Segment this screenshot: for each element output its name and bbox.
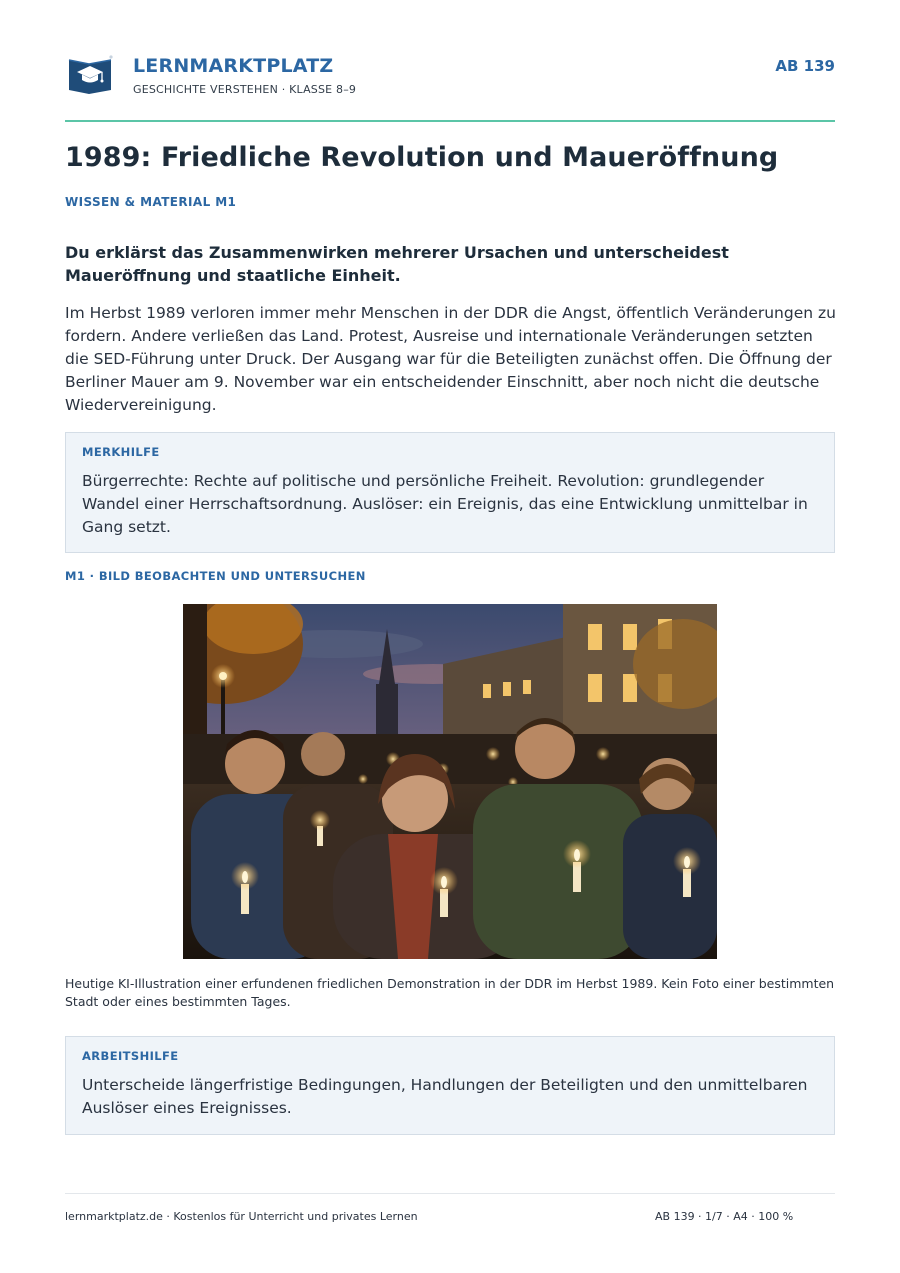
- graduation-cap-book-icon: [67, 54, 113, 94]
- footer-divider: [65, 1193, 835, 1194]
- page-title: 1989: Friedliche Revolution und Maueröffnung: [65, 142, 779, 173]
- sheet-number: AB 139: [775, 57, 835, 75]
- demonstration-illustration: [183, 604, 717, 959]
- image-caption: Heutige KI-Illustration einer erfundenen friedlichen Demonstration in der DDR im Herbst 1989. Kein Foto einer bestimmten Stadt oder eines bestimmten Tages.: [65, 976, 835, 1009]
- section-kicker: WISSEN & MATERIAL M1: [65, 195, 237, 209]
- arbeitshilfe-box: [65, 1036, 835, 1135]
- arbeitshilfe-title: ARBEITSHILFE: [82, 1049, 179, 1063]
- brand-subtitle: GESCHICHTE VERSTEHEN · KLASSE 8–9: [133, 83, 357, 96]
- merkhilfe-box: [65, 432, 835, 553]
- brand-name: LERNMARKTPLATZ: [133, 55, 334, 77]
- arbeitshilfe-text: Unterscheide längerfristige Bedingungen, Handlungen der Beteiligten und den unmittelbaren Auslöser eines Ereignisses.: [82, 1076, 808, 1117]
- page-header: [65, 50, 835, 100]
- merkhilfe-text: Bürgerrechte: Rechte auf politische und persönliche Freiheit. Revolution: grundlegender Wandel einer Herrschaftsordnung. Auslöser: ein Ereignis, das eine Entwicklung unmittelbar in Gang setzt.: [82, 472, 808, 536]
- material-label: M1 · BILD BEOBACHTEN UND UNTERSUCHEN: [65, 569, 366, 583]
- intro-paragraph: Im Herbst 1989 verloren immer mehr Menschen in der DDR die Angst, öffentlich Veränderungen zu fordern. Andere verließen das Land. Protest, Ausreise und internationale Veränderungen setzten die SED-Führung unter Druck. Der Ausgang war für die Beteiligten zunächst offen. Die Öffnung der Berliner Mauer am 9. November war ein entscheidender Einschnitt, aber noch nicht die deutsche Wiedervereinigung.: [65, 304, 836, 414]
- header-divider: [65, 120, 835, 122]
- learning-goal: Du erklärst das Zusammenwirken mehrerer Ursachen und unterscheidest Maueröffnung und staatliche Einheit.: [65, 243, 729, 285]
- worksheet-page: [65, 0, 835, 1273]
- footer-page-info: AB 139 · 1/7 · A4 · 100 %: [655, 1210, 794, 1223]
- merkhilfe-title: MERKHILFE: [82, 445, 160, 459]
- footer-site-note: lernmarktplatz.de · Kostenlos für Unterricht und privates Lernen: [65, 1210, 418, 1223]
